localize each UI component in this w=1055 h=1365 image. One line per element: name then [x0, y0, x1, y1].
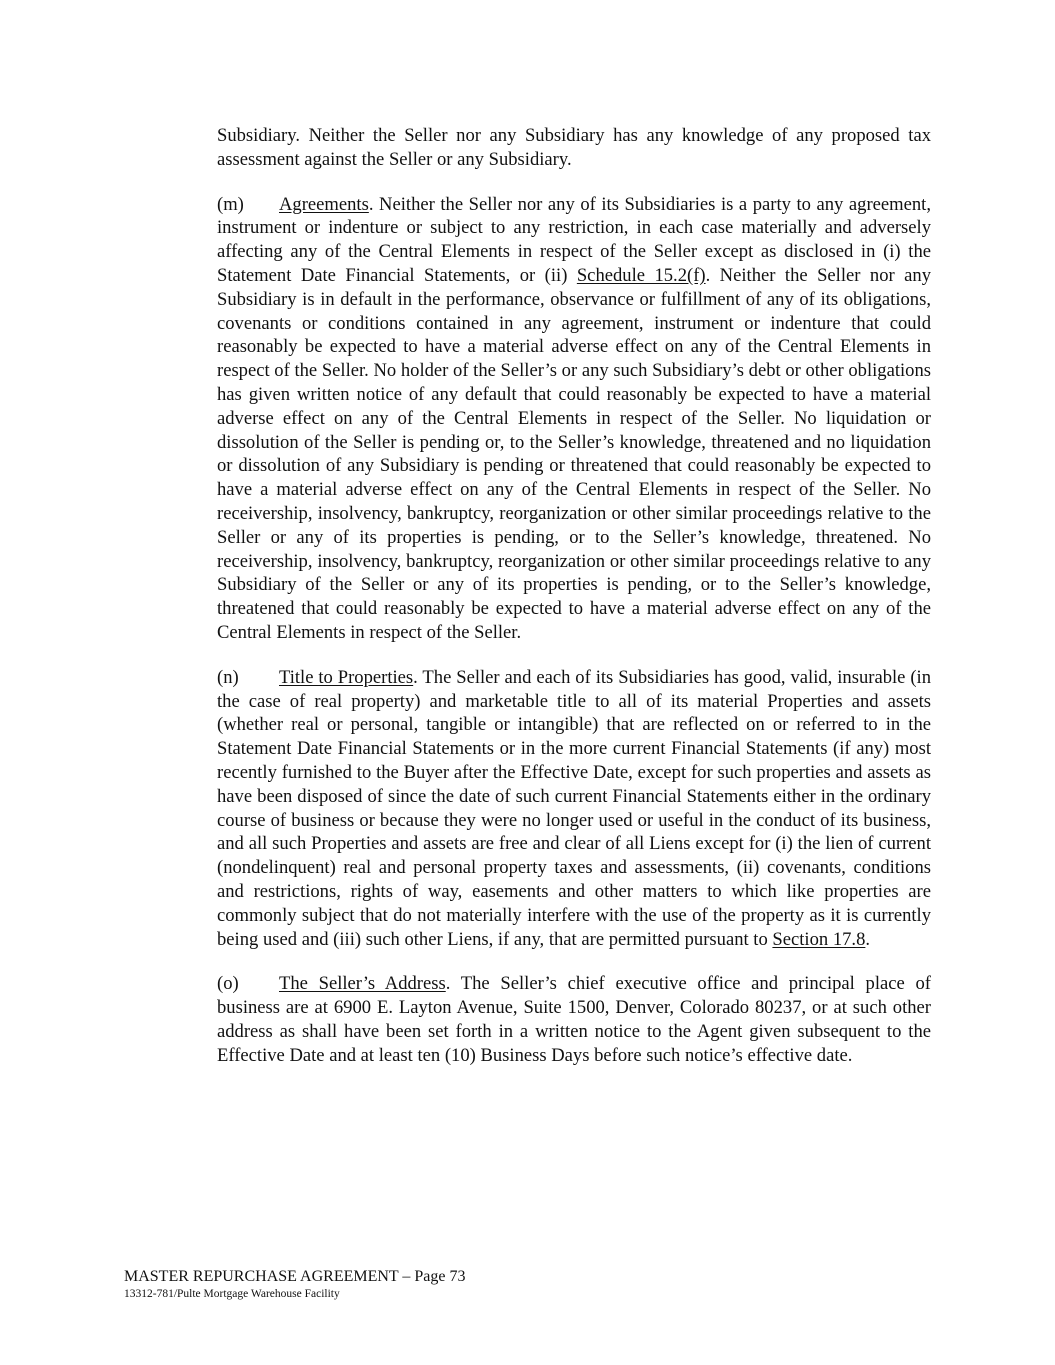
section-n-paragraph	[217, 666, 931, 952]
page-footer	[124, 1267, 466, 1301]
section-o-paragraph	[217, 972, 931, 1067]
section-n-text-a: . The Seller and each of its Subsidiaries has good, valid, insurable (in the case of real property) and marketable title to all of its material Properties and assets (whether real or personal, tangible or intangible) that are reflected on or referred to in the Statement Date Financial Statements or in the more current Financial Statements (if any) most recently furnished to the Buyer after the Effective Date, except for such properties and assets as have been disposed of since the date of such current Financial Statements either in the ordinary course of business or because they were no longer used or useful in the conduct of its business, and all such Properties and assets are free and clear of all Liens except for (i) the lien of current (nondelinquent) real and personal property taxes and assessments, (ii) covenants, conditions and restrictions, rights of way, easements and other matters to which like properties are commonly subject that do not materially interfere with the use of the property as it is currently being used and (iii) such other Liens, if any, that are permitted pursuant to	[217, 666, 931, 950]
section-n-text-b: .	[865, 928, 871, 950]
footer-reference: 13312-781/Pulte Mortgage Warehouse Facility	[124, 1288, 340, 1300]
document-body	[217, 124, 931, 1088]
schedule-reference: Schedule 15.2(f)	[576, 264, 706, 286]
section-o-text-a: . The Seller’s chief executive office and principal place of business are at 6900 E. Layton Avenue, Suite 1500, Denver, Colorado 80237, or at such other address as shall have been set forth in a written notice to the Agent given subsequent to the Effective Date and at least ten (10) Business Days before such notice’s effective date.	[217, 973, 931, 1066]
section-m-title: Agreements	[279, 193, 369, 215]
section-m-paragraph	[217, 193, 931, 645]
section-m-label: (m)	[217, 193, 244, 215]
continuation-text: Subsidiary. Neither the Seller nor any Subsidiary has any knowledge of any proposed tax assessment against the Seller or any Subsidiary.	[217, 125, 931, 170]
section-n-label: (n)	[217, 666, 239, 688]
section-m-text-a: . Neither the Seller nor any of its Subsidiaries is a party to any agreement, instrument or indenture or subject to any restriction, in each case materially and adversely affecting any of the Central Elements in respect of the Seller except as disclosed in (i) the Statement Date Financial Statements, or (ii)	[217, 193, 931, 286]
continuation-paragraph	[217, 124, 931, 172]
section-reference: Section 17.8	[772, 928, 866, 950]
section-n-title: Title to Properties	[279, 666, 414, 688]
section-o-label: (o)	[217, 973, 239, 995]
section-m-text-b: . Neither the Seller nor any Subsidiary is in default in the performance, observance or fulfillment of any of its obligations, covenants or conditions contained in any agreement, instrument or indenture that could reasonably be expected to have a material adverse effect on any of the Central Elements in respect of the Seller. No holder of the Seller’s or any such Subsidiary’s debt or other obligations has given written notice of any default that could reasonably be expected to have a material adverse effect on any of the Central Elements in respect of the Seller. No liquidation or dissolution of the Seller is pending or, to the Seller’s knowledge, threatened and no liquidation or dissolution of any Subsidiary is pending or threatened that could reasonably be expected to have a material adverse effect on any of the Central Elements in respect of the Seller. No receivership, insolvency, bankruptcy, reorganization or other similar proceedings relative to the Seller or any of its properties is pending, or to the Seller’s knowledge, threatened. No receivership, insolvency, bankruptcy, reorganization or other similar proceedings relative to any Subsidiary of the Seller or any of its properties is pending, or to the Seller’s knowledge, threatened that could reasonably be expected to have a material adverse effect on any of the Central Elements in respect of the Seller.	[217, 264, 931, 643]
section-o-title: The Seller’s Address	[279, 973, 446, 995]
footer-title: MASTER REPURCHASE AGREEMENT – Page 73	[124, 1268, 466, 1285]
